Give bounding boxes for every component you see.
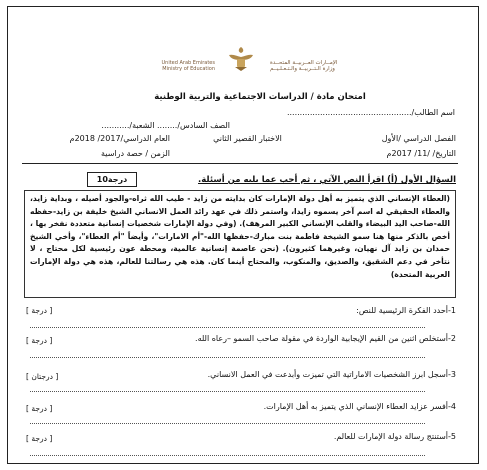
question-2: 2-أستخلص اثنين من القيم الإيجابية الواردة في مقولة صاحب السمو –رعاه الله. — [195, 334, 456, 343]
ministry-ar-line1: الإمــارات العــربيــة المتحــدة — [270, 60, 338, 66]
year-label: العام الدراسي/2017/ 2018م — [69, 134, 170, 143]
student-name-field: اسم الطالب/................................................. — [286, 108, 455, 117]
ministry-en-line2: Ministry of Education — [162, 66, 215, 72]
grade-section-field: الصف السادس/........ الشعبة/........... — [101, 121, 230, 130]
ministry-name-ar — [270, 60, 350, 72]
answer-line-4[interactable] — [30, 422, 425, 424]
question-2-grade: [ درجة ] — [26, 336, 53, 345]
question-4-grade: [ درجة ] — [26, 404, 53, 413]
answer-line-3[interactable] — [30, 390, 425, 392]
question-5-grade: [ درجة ] — [26, 434, 53, 443]
semester-label: الفصل الدراسي /الأول — [381, 134, 456, 143]
ministry-name-en — [141, 60, 215, 72]
reading-passage: (العطاء الإنساني الذي يتميز به أهل دولة الإمارات كان بدايته من زايد - طيب الله ثراه-والجود أصيله ، وبداية زايد، والعطاء الحقيقي له اسم آخر يسموه زايدا، واستمر ذلك في عهد رائد العمل الانساني الشيخ خليفة بن زايد-حفظه الله-صاحب اليد البيضاء والقلب الإنساني الكبير المرهف). (وفي دولة الإمارات شخصيات إنسانية متعددة نفخر بها ، أخص بالذكر منها هنا سمو الشيخة فاطمة بنت مبارك-حفظها الله-"أم الامارات"، وأيضاً "أم العطاء"، وأخي الشيخ حمدان بن زايد آل نهيان، وغيرهما كثيرون). (نحن عاصمة إنسانية عالمية، ومحطة عون رئيسية لكل محتاج ، لا نتأخر في دعم الشقيق، والصديق، والمنكوب، والمحتاج أينما كان. هذه هي رسالتنا للعالم، هذه هي دولة الإمارات العربية المتحدة) — [24, 190, 456, 298]
quiz-label: الاختبار القصير الثاني — [213, 134, 282, 143]
ministry-en-line1: United Arab Emirates — [161, 60, 215, 66]
answer-line-5[interactable] — [30, 454, 425, 456]
question-5: 5-أستنتج رسالة دولة الإمارات للعالم. — [333, 432, 456, 441]
header-divider — [22, 163, 458, 164]
answer-line-1[interactable] — [30, 326, 425, 328]
date-label: التاريخ/ /11/ 2017م — [386, 149, 456, 158]
question-4: 4-أفسر عزايد العطاء الإنساني الذي يتميز به أهل الإمارات. — [263, 402, 456, 411]
time-label: الزمن / حصة دراسية — [101, 149, 170, 158]
emblem-icon — [226, 45, 256, 77]
question-title: السؤال الأول (أ) اقرأ النص الآتي ، ثم أجب عما يليه من أسئلة. — [198, 175, 456, 185]
question-3-grade: [ درجتان ] — [26, 372, 59, 381]
answer-line-2[interactable] — [30, 356, 425, 358]
ministry-ar-line2: وزارة الـتــربيــة والـتـعـلـيــم — [270, 66, 335, 72]
question-1: 1-أحدد الفكرة الرئيسية للنص: — [356, 306, 456, 315]
question-1-grade: [ درجة ] — [26, 306, 53, 315]
exam-title: امتحان مادة / الدراسات الاجتماعية والتربية الوطنية — [154, 92, 366, 102]
score-box: 10درجة — [87, 172, 137, 187]
question-3: 3-أسجل ابرز الشخصيات الاماراتية التي تميزت وأبدعت في العمل الانساني. — [207, 370, 456, 379]
